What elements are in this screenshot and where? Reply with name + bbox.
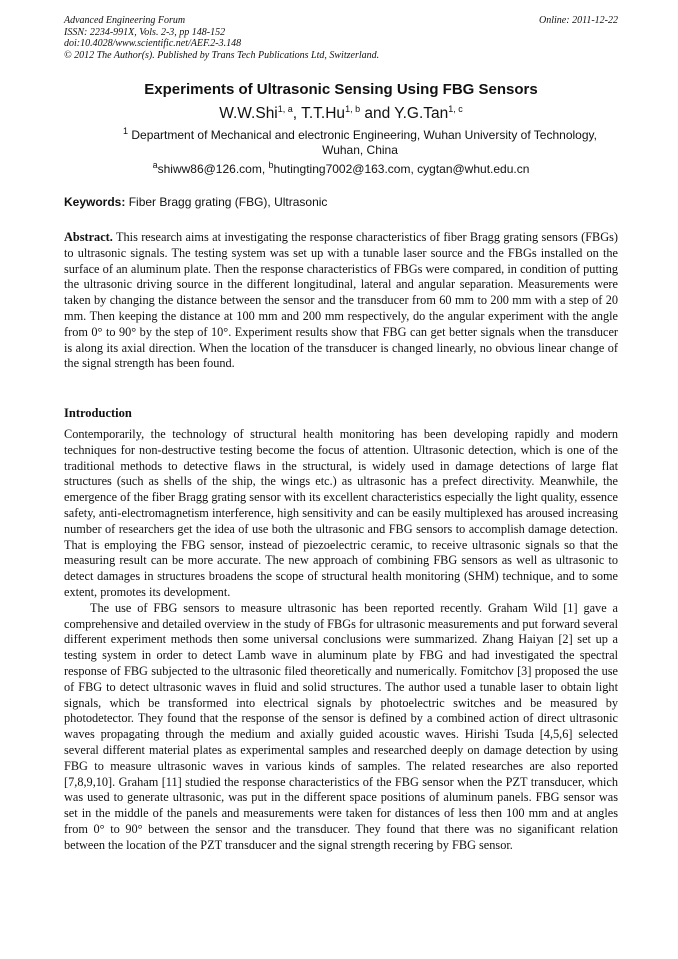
affiliation-line-2: Wuhan, China <box>322 143 398 157</box>
author-emails <box>64 160 618 176</box>
author-list <box>64 104 618 123</box>
author-name: T.T.Hu <box>301 105 346 123</box>
email-text: hutingting7002@163.com, cygtan@whut.edu.cn <box>273 162 530 176</box>
affiliation-line-1: Department of Mechanical and electronic Engineering, Wuhan University of Technology, <box>128 128 597 142</box>
issn-line: ISSN: 2234-991X, Vols. 2-3, pp 148-152 <box>64 26 226 38</box>
intro-paragraph: Contemporarily, the technology of structural health monitoring has been developing rapidly and modern techniques for non-destructive testing become the focus of attention. Ultrasonic detection, which is one of the traditional methods to detective flaws in the structural, is widely used in damage detections of large flat structures (such as shells of the ship, the wings etc.) as ultrasonic has a prefect directivity. Meanwhile, the emergence of the fiber Bragg grating sensor with its excellent characteristics especially the light quality, essence safety, anti-electromagnetism interference, high sensitivity and can be easily multiplexed has aroused increasing number of researchers get the idea of use both the ultrasonic and FBG sensors to accomplish damage detection. That is employing the FBG sensor, instead of piezoelectric ceramic, to receive ultrasonic signals so that the measuring result can be more accurate. The new approach of combining FBG sensors as well as ultrasonic to detect damages in structures broadens the scope of structural health monitoring (SHM) technique, and to some extent, promotes its development. <box>64 427 618 599</box>
abstract <box>64 230 618 372</box>
section-heading-introduction: Introduction <box>64 406 132 420</box>
abstract-text: This research aims at investigating the response characteristics of fiber Bragg grating sensors (FBGs) to ultrasonic signals. The testing system was set up with a tunable laser source and the FBGs installed on the surface of an aluminum plate. Then the response characteristics of FBGs were compared, in condition of putting the ultrasonic driving source in the different longitudinal, lateral and angular separation. Measurements were taken by changing the distance between the sensor and the transducer from 60 mm to 200 mm with a step of 20 mm. Then keeping the distance at 100 mm and 200 mm respectively, do the angular experiment with the angle from 0° to 90° by the step of 10°. Experiment results show that FBG can get better signals when the transducer is along its axial direction. When the location of the transducer is changed linearly, no obvious linear change of the signal strength has been found. <box>64 230 618 371</box>
copyright-line: © 2012 The Author(s). Published by Trans Tech Publications Ltd, Switzerland. <box>64 49 380 61</box>
email-superscript: a <box>152 160 158 170</box>
email-text: shiww86@126.com, <box>157 162 269 176</box>
journal-name: Advanced Engineering Forum <box>64 15 186 26</box>
author-name: W.W.Shi <box>219 105 278 123</box>
affiliation <box>100 124 620 158</box>
introduction-body <box>64 427 618 854</box>
affiliation-superscript: 1 <box>123 126 129 136</box>
keywords <box>64 195 327 209</box>
intro-paragraph: The use of FBG sensors to measure ultrasonic has been reported recently. Graham Wild [1] gave a comprehensive and detailed overview in the study of FBGs for ultrasonic measurements and put forward several different experiment methods then some universal conclusions were summarized. Zhang Haiyan [2] set up a testing system in order to detect Lamb wave in aluminum plate by FBG and had investigated the spectral response of FBG subjected to the ultrasonic filed theoretically and numerically. Fomitchov [3] proposed the use of FBG to detect ultrasonic waves in fluid and solid structures. The author used a tunable laser to obtain light signals, which be transformed into electrical signals by photoelectric switches and be measured by photodetector. They found that the response of the sensor is defined by a combined action of direct ultrasonic waves propagating through the medium and axially guided acoustic waves. Hirishi Tsuda [4,5,6] selected several different material plates as experimental samples and researched deeply on damage detection by using FBG to measure ultrasonic waves in various kinds of samples. The related researches are also reported [7,8,9,10]. Graham [11] studied the response characteristics of the FBG sensor when the PZT transducer, which was used to generate ultrasonic, was put in the different space positions of aluminum panels. FBG sensor was set in the middle of the panels and measurements were taken for distances of less then 100 mm and at angles from 0° to 90° between the sensor and the transducer. They found that there was no siganificant relation between the location of the PZT transducer and the signal strength recering by FBG sensor. <box>64 600 618 852</box>
journal-header <box>64 15 618 61</box>
online-date: Online: 2011-12-22 <box>539 15 618 26</box>
paper-title: Experiments of Ultrasonic Sensing Using FBG Sensors <box>144 81 538 98</box>
keywords-text: Fiber Bragg grating (FBG), Ultrasonic <box>125 195 328 209</box>
author-separator: and <box>360 105 395 123</box>
author-name: Y.G.Tan <box>394 105 449 123</box>
doi-line: doi:10.4028/www.scientific.net/AEF.2-3.148 <box>64 38 242 49</box>
author-superscript: 1, c <box>448 104 463 114</box>
abstract-label: Abstract. <box>64 230 113 244</box>
email-superscript: b <box>268 160 274 170</box>
author-superscript: 1, a <box>277 104 293 114</box>
author-separator: , <box>292 105 302 123</box>
keywords-label: Keywords: <box>64 195 126 209</box>
author-superscript: 1, b <box>345 104 361 114</box>
